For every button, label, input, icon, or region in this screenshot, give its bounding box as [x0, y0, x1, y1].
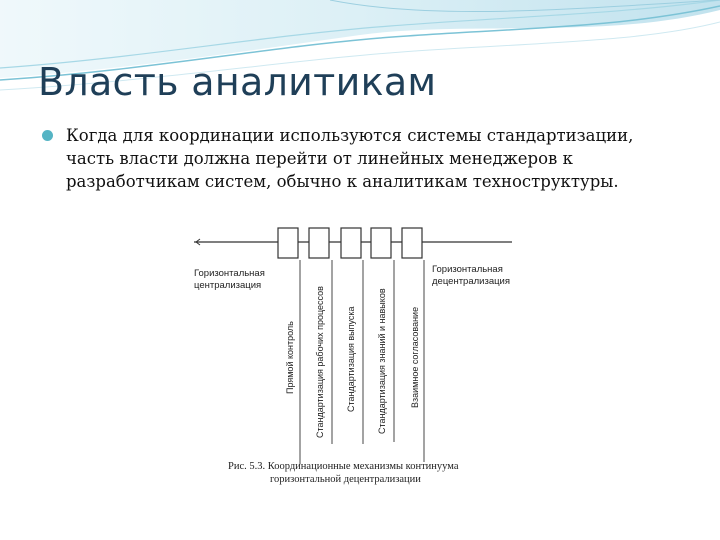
mechanism-label-3: Стандартизация выпуска — [346, 306, 356, 412]
slide-title: Власть аналитикам — [38, 60, 437, 104]
bullet-dot-icon — [42, 130, 53, 141]
mechanism-box — [309, 228, 329, 258]
mechanism-box — [371, 228, 391, 258]
figure-caption-line2: горизонтальной децентрализации — [270, 474, 421, 485]
bullet-text: Когда для координации используются системы стандартизации, часть власти должна перейти от линейных менеджеров к разработчикам систем, обычно к аналитикам техноструктуры. — [66, 126, 634, 191]
mechanism-label-5: Взаимное согласование — [410, 306, 420, 408]
figure-scan — [186, 222, 512, 490]
right-label-line2: децентрализация — [432, 276, 510, 287]
mechanism-box — [341, 228, 361, 258]
left-label-line2: централизация — [194, 280, 262, 291]
mechanism-label-2: Стандартизация рабочих процессов — [315, 286, 325, 438]
mechanism-box — [278, 228, 298, 258]
mechanism-label-1: Прямой контроль — [285, 321, 295, 394]
mechanism-box — [402, 228, 422, 258]
left-label-line1: Горизонтальная — [194, 268, 265, 279]
continuum-diagram — [186, 222, 512, 490]
mechanism-label-4: Стандартизация знаний и навыков — [377, 288, 387, 434]
figure-caption-line1: Рис. 5.3. Координационные механизмы континуума — [228, 461, 459, 472]
right-label-line1: Горизонтальная — [432, 264, 503, 275]
